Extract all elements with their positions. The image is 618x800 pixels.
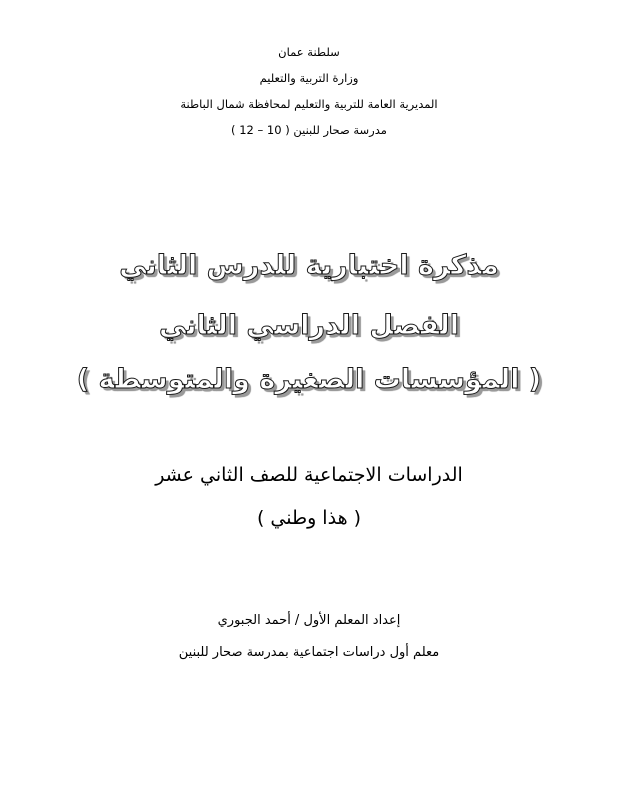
header-directorate: المديرية العامة للتربية والتعليم لمحافظة شمال الباطنة xyxy=(180,97,438,111)
title-semester: الفصل الدراسي الثاني xyxy=(159,310,459,341)
subject-book: ( هذا وطني ) xyxy=(256,507,362,529)
header-ministry: وزارة التربية والتعليم xyxy=(259,71,359,85)
title-topic: ( المؤسسات الصغيرة والمتوسطة ) xyxy=(76,364,542,395)
subject-course: الدراسات الاجتماعية للصف الثاني عشر xyxy=(155,464,463,486)
header-country: سلطنة عمان xyxy=(278,45,340,59)
header-school: مدرسة صحار للبنين ( 10 – 12 ) xyxy=(231,123,387,137)
author-role: معلم أول دراسات اجتماعية بمدرسة صحار للبنين xyxy=(178,645,440,660)
title-lesson: مذكرة اختبارية للدرس الثاني xyxy=(119,250,499,281)
author-name: إعداد المعلم الأول / أحمد الجبوري xyxy=(217,613,401,628)
